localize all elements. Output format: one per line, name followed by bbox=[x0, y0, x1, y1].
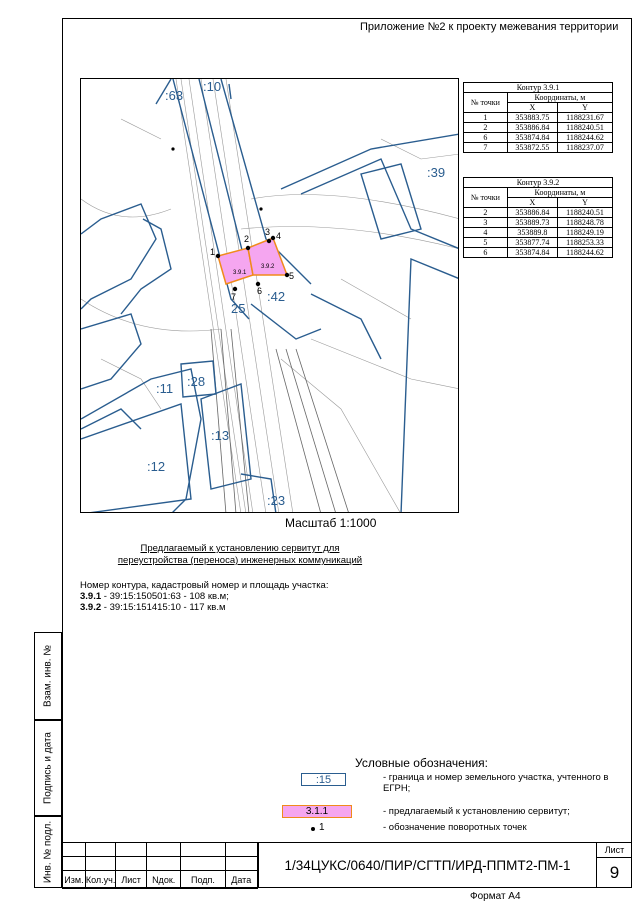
legend-point-sample: 1 bbox=[319, 822, 325, 833]
servitude-3-9-1 bbox=[218, 248, 253, 284]
table-row: 5 353877.74 1188253.33 bbox=[464, 238, 613, 248]
point-label-3: 3 bbox=[265, 227, 271, 237]
map-drawing bbox=[81, 79, 459, 513]
survey-mark bbox=[171, 147, 174, 150]
side-cell-inv-original: Инв. № подл. bbox=[34, 816, 62, 888]
parcel-label-11: :11 bbox=[156, 381, 174, 396]
coord-table-3-9-1 bbox=[463, 82, 613, 153]
map-scale: Масштаб 1:1000 bbox=[285, 516, 377, 530]
stamp-col-izm: Изм. bbox=[63, 871, 86, 889]
legend-title: Условные обозначения: bbox=[355, 756, 488, 770]
page-header: Приложение №2 к проекту межевания территории bbox=[360, 21, 619, 33]
table-row: 1 353883.75 1188231.67 bbox=[464, 113, 613, 123]
turning-point-4 bbox=[271, 236, 275, 240]
table-row: 6 353874.84 1188244.62 bbox=[464, 248, 613, 258]
stamp-col-data: Дата bbox=[225, 871, 257, 889]
table-title: Контур 3.9.2 bbox=[464, 178, 613, 188]
col-x: X bbox=[507, 103, 557, 113]
servitude-label-3-9-2: 3.9.2 bbox=[261, 264, 275, 270]
legend-servitude-sample: 3.1.1 bbox=[282, 805, 352, 818]
point-label-5: 5 bbox=[289, 271, 295, 281]
table-row: 3 353889.73 1188248.78 bbox=[464, 218, 613, 228]
stamp-col-kol: Кол.уч. bbox=[85, 871, 116, 889]
turning-point-3 bbox=[267, 239, 271, 243]
col-coords: Координаты, м bbox=[507, 93, 612, 103]
survey-mark bbox=[259, 207, 262, 210]
map-fragment bbox=[80, 78, 459, 513]
servitude-title: Предлагаемый к установлению сервитут для переустройства (переноса) инженерных коммуникаций bbox=[117, 543, 363, 566]
stamp-table bbox=[62, 842, 258, 889]
parcel-label-23: :23 bbox=[267, 493, 286, 508]
coord-table-3-9-2 bbox=[463, 177, 613, 258]
turning-point-2 bbox=[246, 246, 250, 250]
parcel-label-28: :28 bbox=[187, 374, 206, 389]
table-row: 7 353872.55 1188237.07 bbox=[464, 143, 613, 153]
paper-format: Формат А4 bbox=[470, 891, 521, 902]
turning-point-7 bbox=[233, 287, 237, 291]
stamp-col-ndok: Nдок. bbox=[146, 871, 181, 889]
servitude-label-3-9-1: 3.9.1 bbox=[233, 270, 247, 276]
parcel-label-12: :12 bbox=[147, 459, 166, 474]
legend-parcel-sample: :15 bbox=[301, 773, 346, 786]
side-cell-replace-inv: Взам. инв. № bbox=[34, 632, 62, 720]
legend-servitude-text: - предлагаемый к установлению сервитут; bbox=[383, 806, 570, 817]
point-label-1: 1 bbox=[210, 247, 216, 257]
col-coords: Координаты, м bbox=[507, 188, 612, 198]
stamp-col-list: Лист bbox=[116, 871, 147, 889]
parcel-info: Номер контура, кадастровый номер и площадь участка: 3.9.1 - 39:15:150501:63 - 108 кв.м; 3.9.2 - 39:15:151415:10 - 117 кв.м bbox=[80, 580, 329, 613]
legend-point-text: - обозначение поворотных точек bbox=[383, 822, 527, 833]
col-y: Y bbox=[558, 198, 613, 208]
stamp-col-podp: Подп. bbox=[181, 871, 225, 889]
table-row: 2 353886.84 1188240.51 bbox=[464, 123, 613, 133]
col-x: X bbox=[507, 198, 557, 208]
parcel-label-25: 25 bbox=[231, 301, 246, 316]
parcel-label-10: :10 bbox=[203, 79, 222, 94]
side-cell-signature-date: Подпись и дата bbox=[34, 720, 62, 816]
table-row: 6 353874.84 1188244.62 bbox=[464, 133, 613, 143]
point-label-7: 7 bbox=[231, 292, 237, 302]
parcel-label-39: :39 bbox=[427, 165, 446, 180]
col-point: № точки bbox=[464, 188, 508, 208]
point-label-2: 2 bbox=[244, 234, 250, 244]
sheet-number: 9 bbox=[596, 858, 632, 888]
parcel-label-63: :63 bbox=[165, 88, 184, 103]
legend-parcel-text: - граница и номер земельного участка, учтенного в ЕГРН; bbox=[383, 772, 609, 794]
parcel-label-13: :13 bbox=[211, 428, 230, 443]
turning-point-1 bbox=[216, 254, 220, 258]
parcel-label-42: :42 bbox=[267, 289, 286, 304]
point-label-4: 4 bbox=[276, 231, 282, 241]
point-label-6: 6 bbox=[257, 286, 263, 296]
col-y: Y bbox=[558, 103, 613, 113]
table-title: Контур 3.9.1 bbox=[464, 83, 613, 93]
table-row: 4 353889.8 1188249.19 bbox=[464, 228, 613, 238]
table-row: 2 353886.84 1188240.51 bbox=[464, 208, 613, 218]
document-code: 1/34ЦУКС/0640/ПИР/СГТП/ИРД-ППМТ2-ПМ-1 bbox=[258, 842, 596, 888]
legend-point-dot bbox=[311, 827, 315, 831]
title-block bbox=[62, 842, 632, 888]
sheet-label: Лист bbox=[596, 842, 632, 858]
col-point: № точки bbox=[464, 93, 508, 113]
